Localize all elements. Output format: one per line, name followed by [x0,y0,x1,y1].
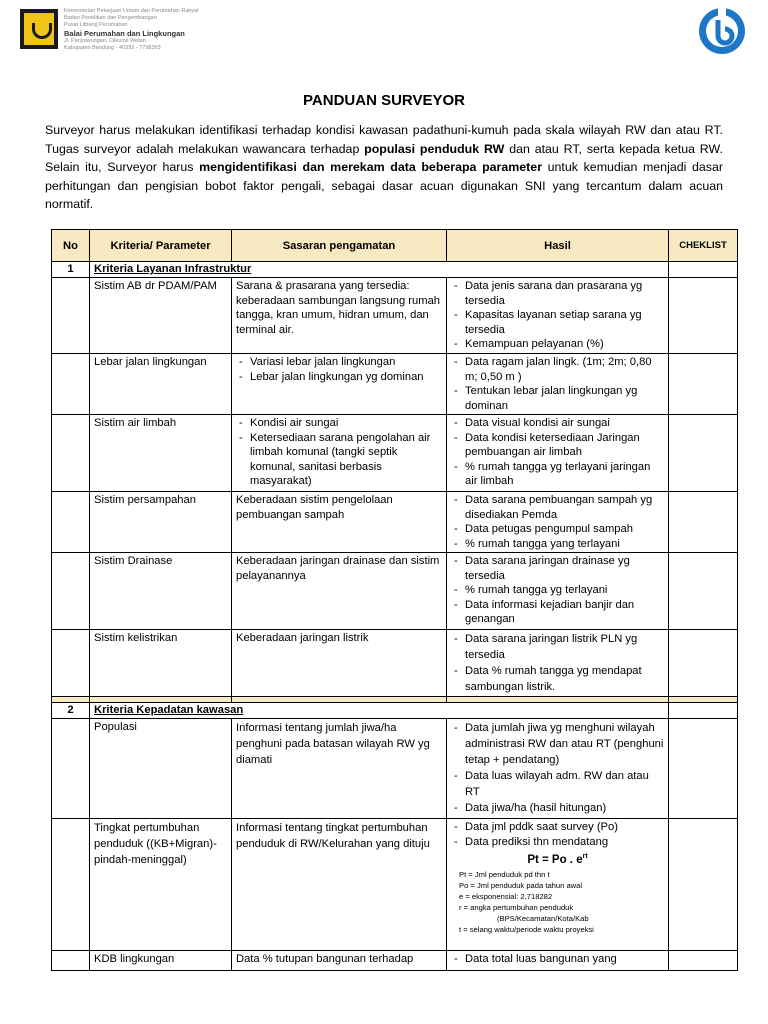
hasil-item: - Data kondisi ketersediaan Jaringan pembuangan air limbah [451,431,664,460]
hasil-item: - Data visual kondisi air sungai [451,416,664,431]
checklist-cell[interactable] [669,819,738,951]
hasil-item: - Data petugas pengumpul sampah [451,522,664,537]
sasaran-cell: Keberadaan jaringan drainase dan sistim pelayanannya [232,553,447,630]
institution-line: Kementerian Pekerjaan Umum dan Perumahan Rakyat [64,8,199,14]
legend-line: t = selang waktu/periode waktu proyeksi [459,925,594,935]
param-cell: Sistim Drainase [90,553,232,630]
checklist-cell[interactable] [669,703,738,719]
sasaran-cell: Informasi tentang jumlah jiwa/ha penghuni pada batasan wilayah RW yg diamati [232,719,447,819]
table-row [52,630,738,697]
intro-text: untuk kemudian menjadi dasar perhitungan dan pengisian bobot faktor pengali, sebagai dasar acuan digunakan SNI yang tercantum dalam acuan normatif. [45,160,723,211]
hasil-item: - Data prediksi thn mendatang [451,835,664,850]
growth-formula: Pt = Po . $e^{rt}$ [527,853,588,866]
sasaran-item: - Ketersediaan sarana pengolahan air limbah komunal (tangki septik komunal, sanitasi berbasis masyarakat) [236,431,442,489]
hasil-item: - % rumah tangga yang terlayani [451,537,664,552]
hasil-item: - Data jml pddk saat survey (Po) [451,820,664,835]
param-cell: Lebar jalan lingkungan [90,354,232,415]
param-cell: KDB lingkungan [90,951,232,971]
hasil-cell [447,553,669,630]
section-number: 1 [52,262,90,278]
address-line: Kabupaten Bandung - 40393 - 7798393 [64,45,161,51]
formula-legend [459,869,664,935]
agency-logo-icon [697,6,747,56]
checklist-cell[interactable] [669,262,738,278]
hasil-item: - Data luas wilayah adm. RW dan atau RT [451,768,664,800]
page-title: PANDUAN SURVEYOR [303,92,465,109]
table-row [52,415,738,492]
hasil-cell [447,819,669,951]
checklist-cell[interactable] [669,553,738,630]
table-row [52,278,738,354]
param-cell: Sistim persampahan [90,492,232,553]
legend-line: Pt = Jml penduduk pd thn t [459,870,550,880]
intro-bold-text: mengidentifikasi dan merekam data beberapa parameter [199,160,543,174]
address-line: Jl. Panyawungan, Cileunyi Wetan [64,38,146,44]
checklist-cell[interactable] [669,278,738,354]
sasaran-item: - Kondisi air sungai [236,416,442,431]
institution-name: Balai Perumahan dan Lingkungan [64,29,185,38]
hasil-cell [447,492,669,553]
section-row [52,262,738,278]
section-title: Kriteria Layanan Infrastruktur [90,262,669,278]
hasil-cell [447,630,669,697]
checklist-cell[interactable] [669,415,738,492]
hasil-item: - Data jiwa/ha (hasil hitungan) [451,800,664,816]
sasaran-cell: Keberadaan jaringan listrik [232,630,447,697]
intro-paragraph [45,121,723,214]
table-row [52,719,738,819]
intro-bold-text: populasi penduduk RW [364,141,505,156]
hasil-item: - Data sarana jaringan listrik PLN yg tersedia [451,631,664,663]
hasil-item: - % rumah tangga yg terlayani [451,583,664,598]
header-kriteria: Kriteria/ Parameter [90,230,232,262]
hasil-cell [447,354,669,415]
param-cell: Populasi [90,719,232,819]
section-title: Kriteria Kepadatan kawasan [90,703,669,719]
checklist-cell[interactable] [669,630,738,697]
table-row [52,951,738,971]
institution-line: Pusat Litbang Perumahan [64,22,128,28]
table-row [52,819,738,951]
table-row [52,492,738,553]
param-cell: Sistim air limbah [90,415,232,492]
survey-table [51,229,738,971]
hasil-item: - Data informasi kejadian banjir dan genangan [451,598,664,627]
hasil-item: - Data total luas bangunan yang [451,952,664,967]
param-cell: Sistim kelistrikan [90,630,232,697]
param-cell: Tingkat pertumbuhan penduduk ((KB+Migran)-pindah-meninggal) [90,819,232,951]
sasaran-cell: Keberadaan sistim pengelolaan pembuangan sampah [232,492,447,553]
param-cell: Sistim AB dr PDAM/PAM [90,278,232,354]
hasil-cell [447,415,669,492]
checklist-cell[interactable] [669,354,738,415]
section-row [52,703,738,719]
ministry-logo-icon [20,9,58,49]
hasil-cell [447,278,669,354]
hasil-item: - Data sarana pembuangan sampah yg disediakan Pemda [451,493,664,522]
hasil-item: - Kapasitas layanan setiap sarana yg tersedia [451,308,664,337]
table-header-row [52,230,738,262]
checklist-cell[interactable] [669,719,738,819]
header-hasil: Hasil [447,230,669,262]
sasaran-item: - Lebar jalan lingkungan yg dominan [236,370,442,385]
hasil-item: - Data % rumah tangga yg mendapat sambungan listrik. [451,663,664,695]
institution-line: Badan Penelitian dan Pengembangan [64,15,157,21]
letterhead [0,0,768,70]
checklist-cell[interactable] [669,492,738,553]
intro-text: dan atau RT, serta kepada ketua RW. Selain itu, Surveyor harus [45,141,723,174]
legend-line: r = angka pertumbuhan penduduk [459,903,574,913]
table-row [52,553,738,630]
hasil-item: - Tentukan lebar jalan lingkungan yg dominan [451,384,664,413]
sasaran-cell: Informasi tentang tingkat pertumbuhan penduduk di RW/Kelurahan yang dituju [232,819,447,951]
header-checklist: CHEKLIST [669,230,738,262]
section-number: 2 [52,703,90,719]
table-row [52,354,738,415]
hasil-item: - % rumah tangga yg terlayani jaringan air limbah [451,460,664,489]
hasil-item: - Data sarana jaringan drainase yg tersedia [451,554,664,583]
sasaran-cell: Data % tutupan bangunan terhadap [232,951,447,971]
hasil-item: - Kemampuan pelayanan (%) [451,337,664,352]
sasaran-item: - Variasi lebar jalan lingkungan [236,355,442,370]
legend-line: Po = Jml penduduk pada tahun awal [459,881,583,891]
sasaran-cell [232,415,447,492]
sasaran-cell [232,354,447,415]
hasil-cell [447,719,669,819]
institution-block [64,8,244,52]
sasaran-cell: Sarana & prasarana yang tersedia: keberadaan sambungan langsung rumah tangga, kran umum, hidran umum, dan terminal air. [232,278,447,354]
checklist-cell[interactable] [669,951,738,971]
legend-line: (BPS/Kecamatan/Kota/Kab [497,914,589,924]
header-sasaran: Sasaran pengamatan [232,230,447,262]
hasil-item: - Data jenis sarana dan prasarana yg tersedia [451,279,664,308]
hasil-item: - Data jumlah jiwa yg menghuni wilayah administrasi RW dan atau RT (penghuni tetap + pendatang) [451,720,664,768]
intro-text: Surveyor harus melakukan identifikasi terhadap kondisi kawasan padathuni-kumuh pada skala wilayah RW dan atau RT. Tugas surveyor adalah melakukan wawancara terhadap [45,123,723,156]
hasil-item: - Data ragam jalan lingk. (1m; 2m; 0,80 m; 0,50 m ) [451,355,664,384]
legend-line: e = eksponensial: 2,718282 [459,892,553,902]
hasil-cell [447,951,669,971]
header-no: No [52,230,90,262]
